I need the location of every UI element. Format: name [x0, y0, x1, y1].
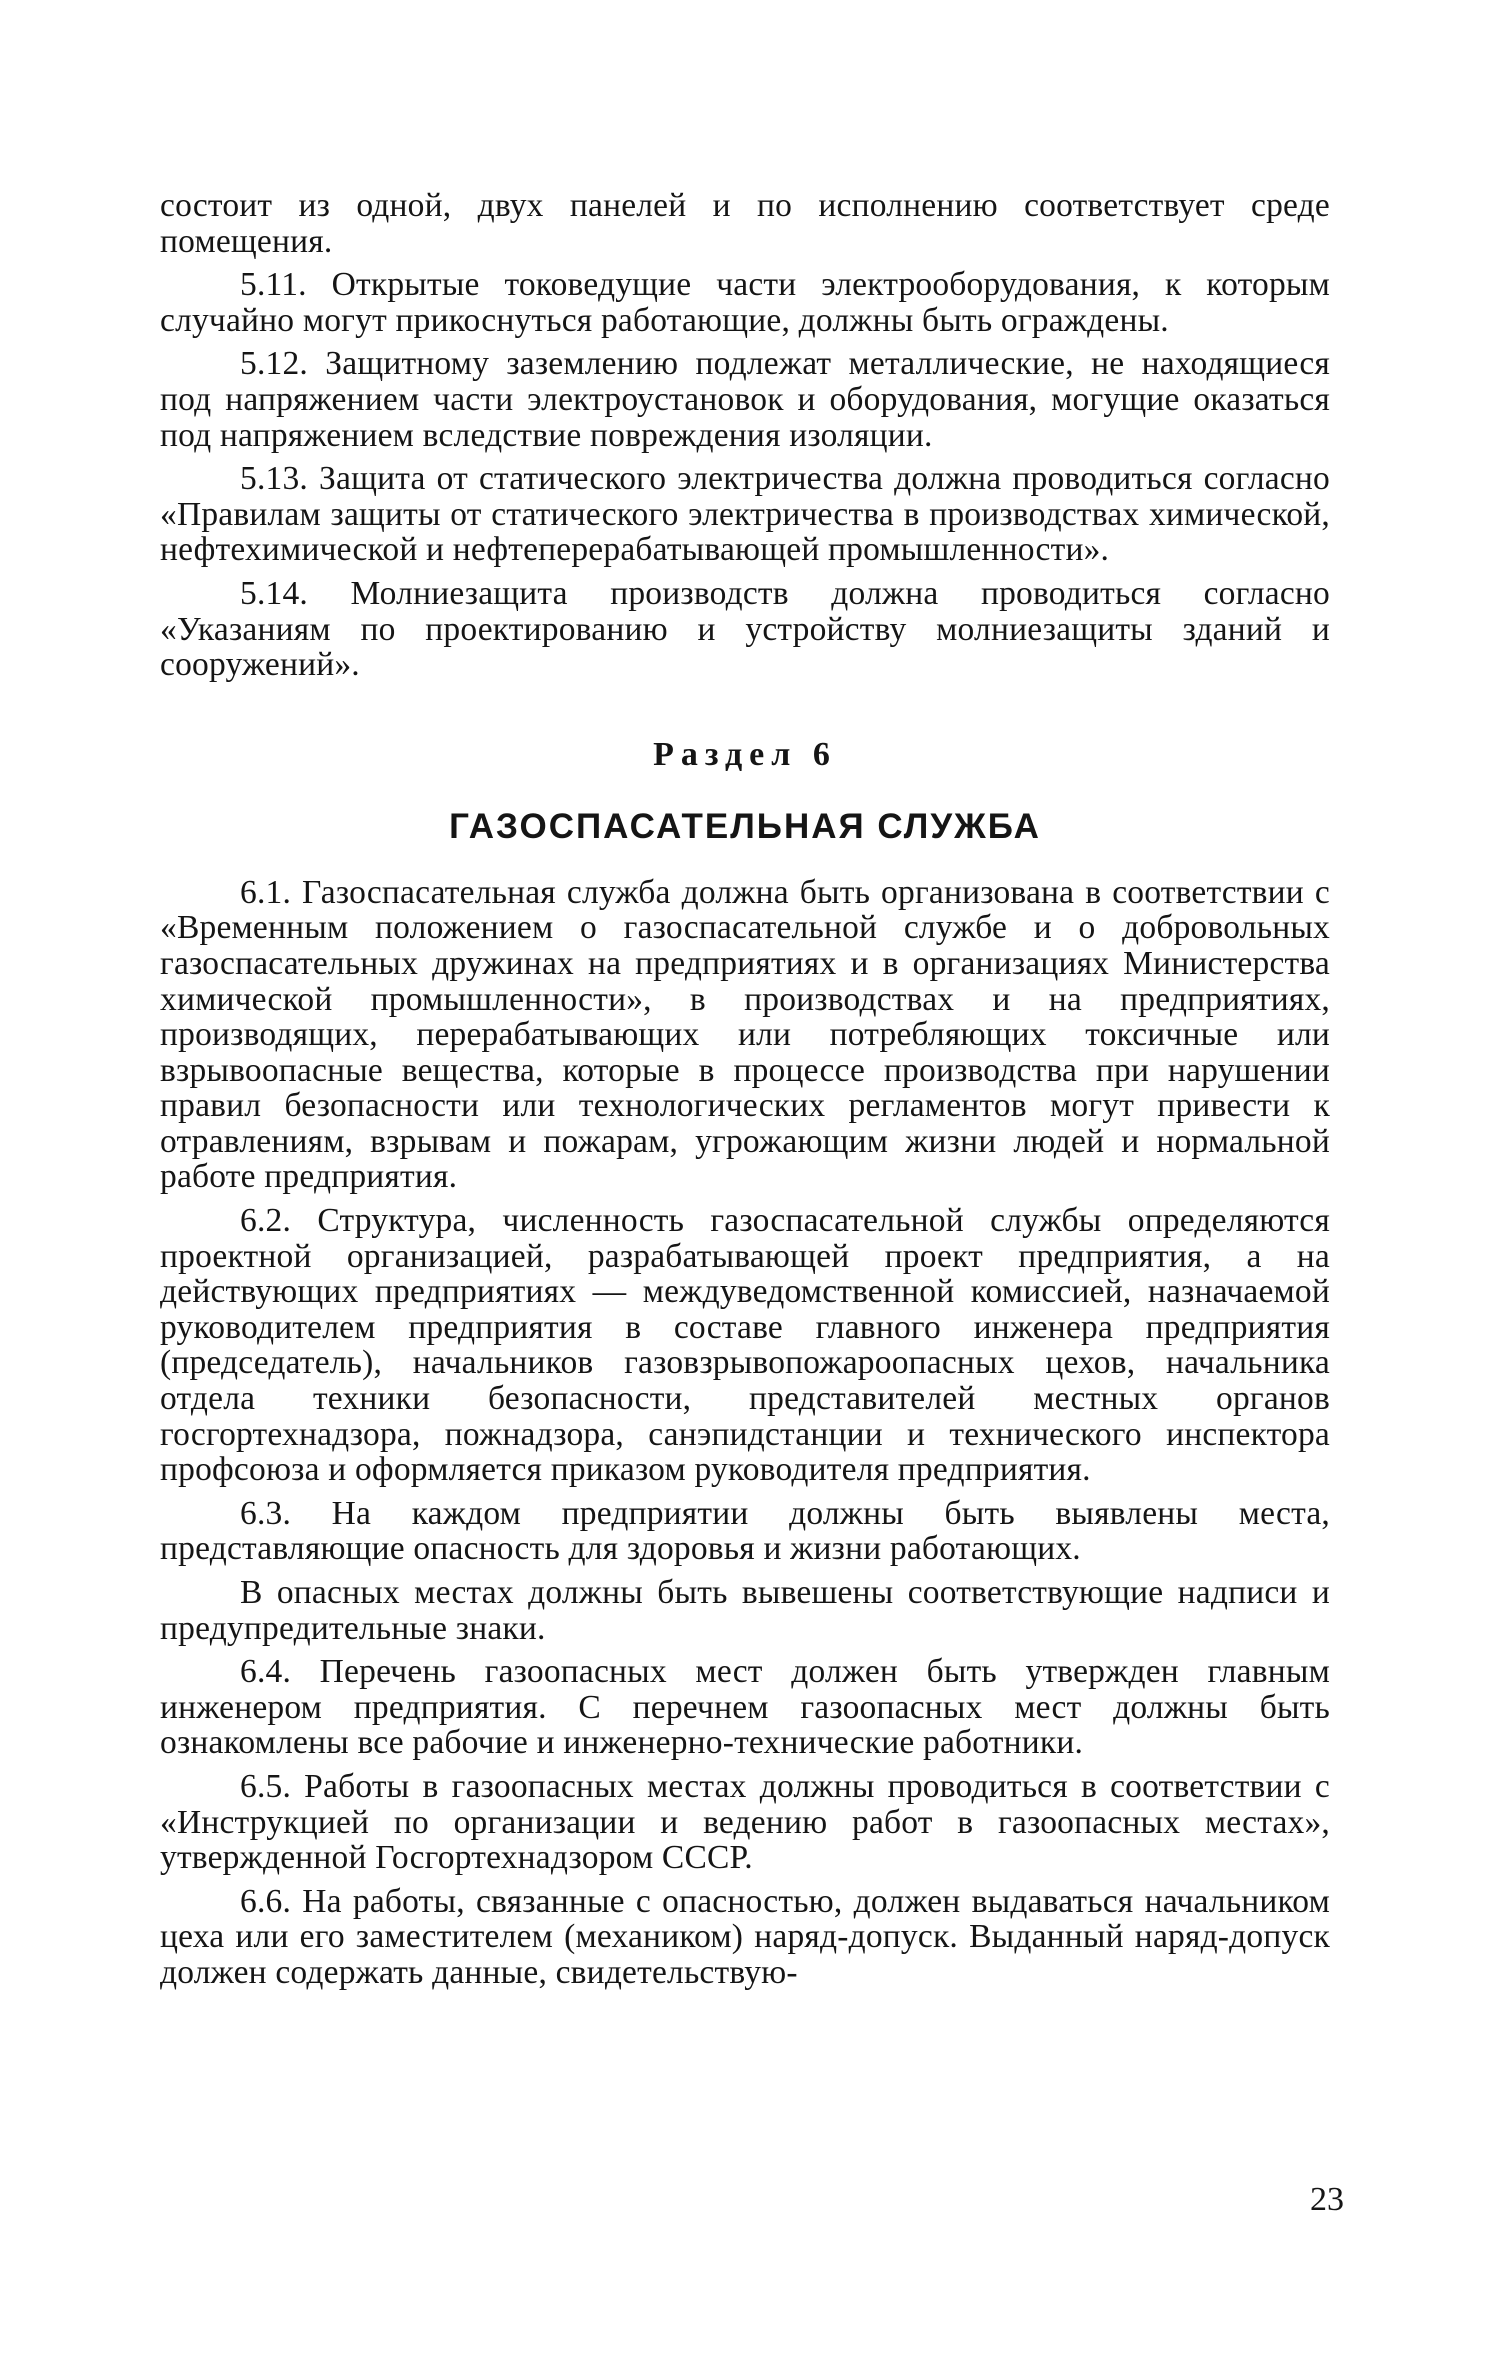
page-content: [160, 188, 1330, 1991]
paragraph-6-3: 6.3. На каждом предприятии должны быть выявлены места, представляющие опасность для здоровья и жизни работающих.: [160, 1494, 1330, 1568]
paragraph-5-12: 5.12. Защитному заземлению подлежат металлические, не находящиеся под напряжением части электроустановок и оборудования, могущие оказаться под напряжением вследствие повреждения изоляции.: [160, 345, 1330, 454]
paragraph-6-2: 6.2. Структура, численность газоспасательной службы определяются проектной организацией, разрабатывающей проект предприятия, а на действующих предприятиях — междуведомственной комиссией, назначаемой руководителем предприятия в составе главного инженера предприятия (председатель), начальников газовзрывопожароопасных цехов, начальника отдела техники безопасности, представителей местных органов госгортехнадзора, пожнадзора, санэпидстанции и технического инспектора профсоюза и оформляется приказом руководителя предприятия.: [160, 1202, 1330, 1489]
paragraph-6-5: 6.5. Работы в газоопасных местах должны проводиться в соответствии с «Инструкцией по организации и ведению работ в газоопасных местах», утвержденной Госгортехнадзором СССР.: [160, 1767, 1330, 1877]
paragraph-6-1: 6.1. Газоспасательная служба должна быть организована в соответствии с «Временным положением о газоспасательной службе и о добровольных газоспасательных дружинах на предприятиях и в организациях Министерства химической промышленности», в производствах и на предприятиях, производящих, перерабатывающих или потребляющих токсичные или взрывоопасные вещества, которые в процессе производства при нарушении правил безопасности или технологических регламентов могут привести к отравлениям, взрывам и пожарам, угрожающим жизни людей и нормальной работе предприятия.: [160, 873, 1330, 1196]
paragraph-5-11: 5.11. Открытые токоведущие части электрооборудования, к которым случайно могут прикоснуться работающие, должны быть ограждены.: [160, 266, 1330, 339]
paragraph-6-3-continued: В опасных местах должны быть вывешены соответствующие надписи и предупредительные знаки.: [160, 1574, 1330, 1647]
paragraph-6-6: 6.6. На работы, связанные с опасностью, должен выдаваться начальником цеха или его заместителем (механиком) наряд-допуск. Выданный наряд-допуск должен содержать данные, свидетельствую-: [160, 1882, 1330, 1991]
paragraph-5-14: 5.14. Молниезащита производств должна проводиться согласно «Указаниям по проектированию и устройству молниезащиты зданий и сооружений».: [160, 574, 1330, 684]
paragraph-5-13: 5.13. Защита от статического электричества должна проводиться согласно «Правилам защиты от статического электричества в производствах химической, нефтехимической и нефтеперерабатывающей промышленности».: [160, 460, 1330, 569]
section-label: Раздел 6: [653, 735, 837, 773]
paragraph-6-4: 6.4. Перечень газоопасных мест должен быть утвержден главным инженером предприятия. С перечнем газоопасных мест должны быть ознакомлены все рабочие и инженерно-технические работники.: [160, 1653, 1330, 1762]
page-number: 23: [1310, 2181, 1344, 2218]
section-heading: ГАЗОСПАСАТЕЛЬНАЯ СЛУЖБА: [449, 806, 1041, 846]
paragraph-intro-fragment: состоит из одной, двух панелей и по исполнению соответствует среде помещения.: [160, 187, 1330, 260]
